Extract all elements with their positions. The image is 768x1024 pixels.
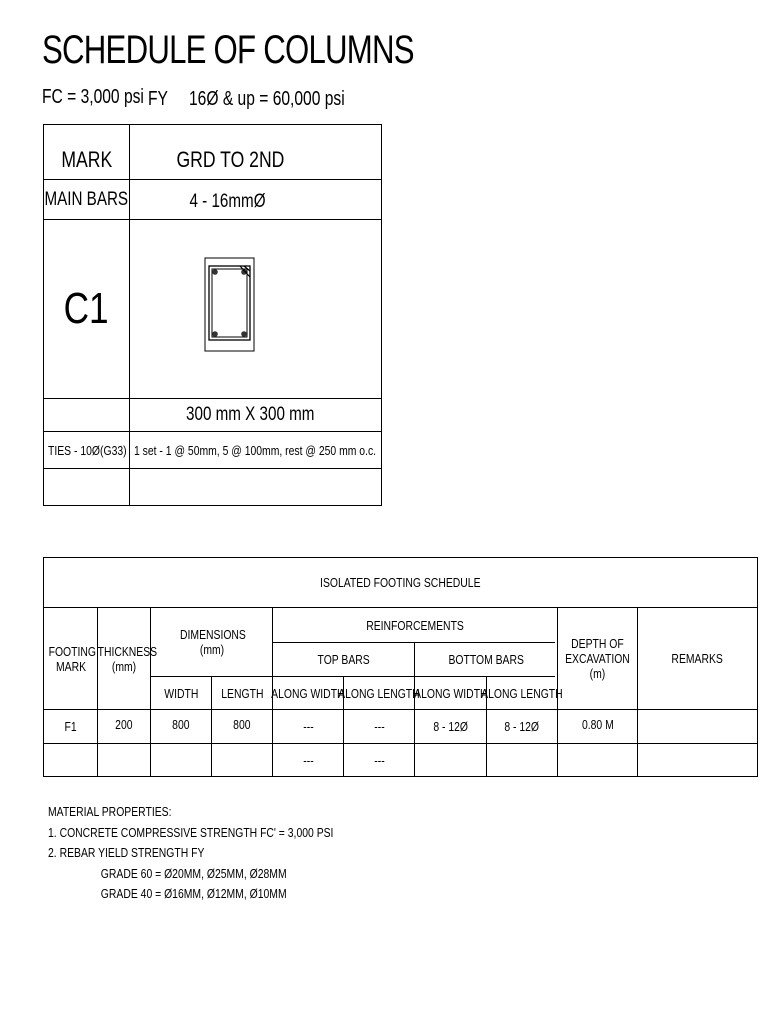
notes-grade-60: GRADE 60 = Ø20MM, Ø25MM, Ø28MM xyxy=(100,865,287,881)
bottom-along-width-header: ALONG WIDTH xyxy=(413,685,488,701)
footing-schedule-table xyxy=(43,557,758,777)
column-size: 300 mm X 300 mm xyxy=(186,404,315,425)
page-title: SCHEDULE OF COLUMNS xyxy=(42,28,414,72)
footing-schedule-title: ISOLATED FOOTING SCHEDULE xyxy=(320,575,481,590)
mark-header: MARK xyxy=(61,147,112,172)
row1-top-along-length: --- xyxy=(373,719,385,734)
column-mark: C1 xyxy=(64,284,109,333)
bottom-bars-header: BOTTOM BARS xyxy=(448,652,524,667)
length-header: LENGTH xyxy=(220,685,264,701)
main-bars-value: 4 - 16mmØ xyxy=(189,190,266,212)
column-schedule-table xyxy=(43,124,382,506)
top-along-length-header: ALONG LENGTH xyxy=(338,685,420,701)
level-header: GRD TO 2ND xyxy=(176,147,284,172)
top-bars-header: TOP BARS xyxy=(317,652,370,667)
row1-thickness: 200 xyxy=(115,716,133,732)
depth-header: DEPTH OF EXCAVATION (m) xyxy=(565,636,630,681)
ties-spacing: 1 set - 1 @ 50mm, 5 @ 100mm, rest @ 250 mm o.c. xyxy=(134,442,377,458)
bottom-along-length-header: ALONG LENGTH xyxy=(481,685,563,701)
fy-label: FY xyxy=(148,88,168,110)
fc-spec: FC = 3,000 psi xyxy=(42,86,144,108)
row1-mark: F1 xyxy=(64,719,77,734)
row1-width: 800 xyxy=(172,716,190,732)
notes-item-1: 1. CONCRETE COMPRESSIVE STRENGTH FC' = 3,000 PSI xyxy=(48,824,334,840)
material-properties-notes xyxy=(48,802,405,905)
row1-bottom-along-width: 8 - 12Ø xyxy=(433,719,468,734)
row2-top-along-width: --- xyxy=(302,752,314,768)
column-section-icon xyxy=(204,257,256,353)
fy-spec: 16Ø & up = 60,000 psi xyxy=(189,88,345,110)
dimensions-header: DIMENSIONS (mm) xyxy=(179,627,246,657)
top-along-width-header: ALONG WIDTH xyxy=(271,685,345,701)
row1-remarks xyxy=(638,710,757,743)
notes-grade-40: GRADE 40 = Ø16MM, Ø12MM, Ø10MM xyxy=(100,886,287,901)
row1-top-along-width: --- xyxy=(302,719,314,734)
footing-mark-header: FOOTING MARK xyxy=(48,643,96,674)
row2-top-along-length: --- xyxy=(373,752,385,768)
row1-bottom-along-length: 8 - 12Ø xyxy=(504,719,540,734)
row1-length: 800 xyxy=(233,716,251,732)
thickness-header: THICKNESS (mm) xyxy=(97,643,158,674)
row1-depth: 0.80 M xyxy=(581,716,614,732)
width-header: WIDTH xyxy=(163,685,199,701)
notes-heading: MATERIAL PROPERTIES: xyxy=(48,804,172,819)
remarks-header: REMARKS xyxy=(671,651,724,666)
main-bars-label: MAIN BARS xyxy=(44,188,129,210)
notes-item-2: 2. REBAR YIELD STRENGTH FY xyxy=(48,845,205,860)
reinforcements-header: REINFORCEMENTS xyxy=(366,617,464,633)
ties-label: TIES - 10Ø(G33) xyxy=(48,442,127,458)
